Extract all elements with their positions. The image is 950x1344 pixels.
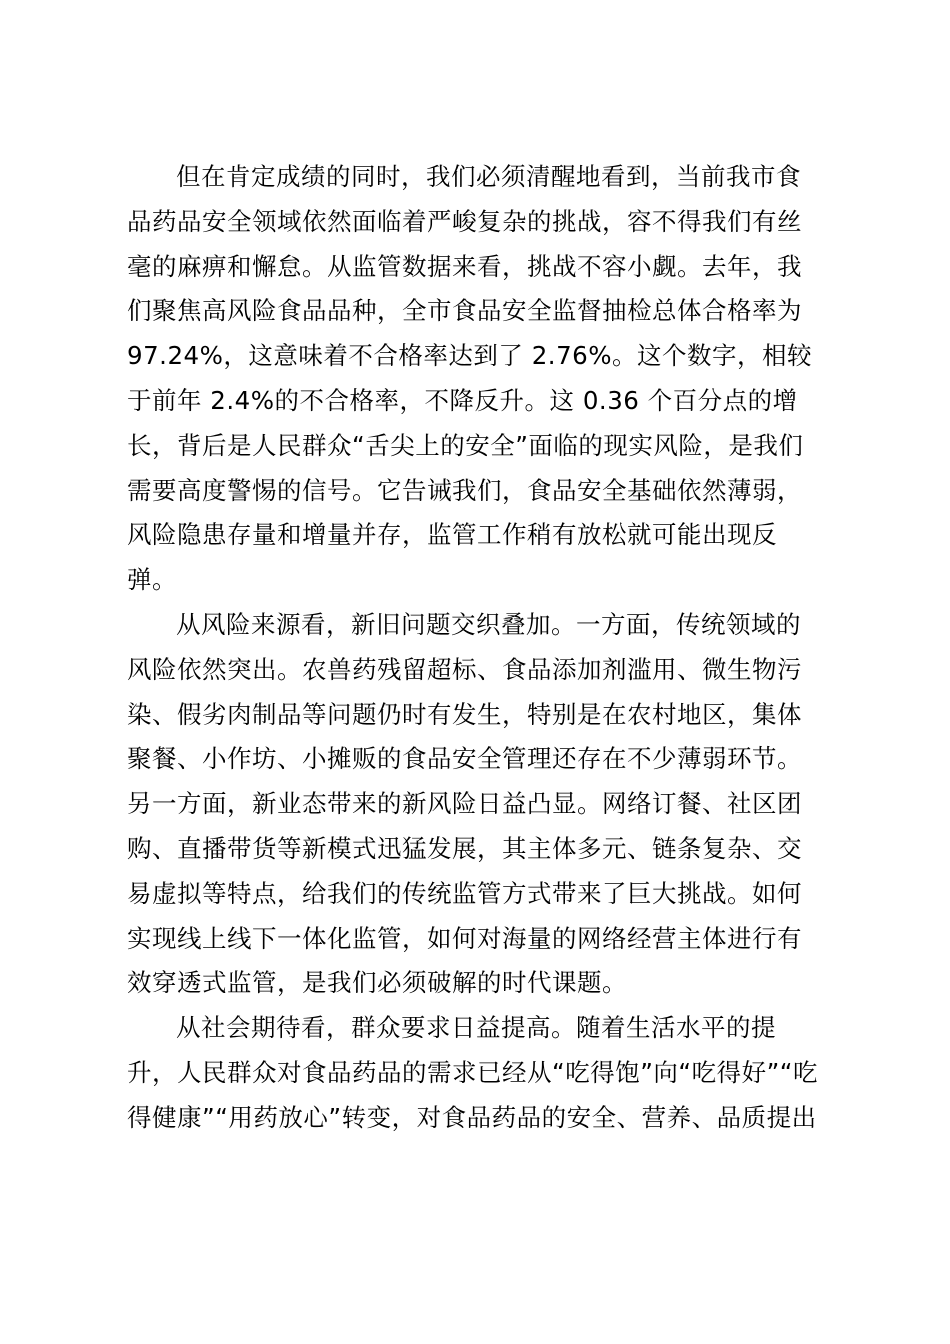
text-line: 97.24%，这意味着不合格率达到了 2.76%。这个数字，相较	[127, 341, 813, 371]
paragraph-2	[127, 603, 833, 1006]
text-line: 从社会期待看，群众要求日益提高。随着生活水平的提	[176, 1013, 776, 1043]
paragraph-1	[127, 155, 833, 603]
paragraph-3	[127, 1006, 833, 1140]
text-line: 染、假劣肉制品等问题仍时有发生，特别是在农村地区，集体	[127, 699, 802, 729]
text-line: 长，背后是人民群众“舌尖上的安全”面临的现实风险，是我们	[127, 430, 804, 460]
text-line: 聚餐、小作坊、小摊贩的食品安全管理还存在不少薄弱环节。	[127, 744, 802, 774]
text-line: 毫的麻痹和懈怠。从监管数据来看，挑战不容小觑。去年，我	[127, 251, 802, 281]
text-line: 品药品安全领域依然面临着严峻复杂的挑战，容不得我们有丝	[127, 206, 802, 236]
text-line: 们聚焦高风险食品品种，全市食品安全监督抽检总体合格率为	[127, 296, 802, 326]
text-line: 得健康”“用药放心”转变，对食品药品的安全、营养、品质提出	[127, 1102, 817, 1132]
text-line: 需要高度警惕的信号。它告诫我们，食品安全基础依然薄弱，	[127, 475, 802, 505]
text-line: 但在肯定成绩的同时，我们必须清醒地看到，当前我市食	[176, 162, 801, 191]
text-line: 风险隐患存量和增量并存，监管工作稍有放松就可能出现反	[127, 520, 777, 550]
text-line: 弹。	[127, 565, 177, 595]
text-line: 另一方面，新业态带来的新风险日益凸显。网络订餐、社区团	[127, 789, 802, 819]
text-line: 于前年 2.4%的不合格率，不降反升。这 0.36 个百分点的增	[127, 385, 798, 415]
text-line: 升，人民群众对食品药品的需求已经从“吃得饱”向“吃得好”“吃	[127, 1057, 818, 1087]
text-line: 购、直播带货等新模式迅猛发展，其主体多元、链条复杂、交	[127, 833, 802, 863]
text-line: 从风险来源看，新旧问题交织叠加。一方面，传统领域的	[176, 609, 801, 639]
text-line: 实现线上线下一体化监管，如何对海量的网络经营主体进行有	[127, 923, 802, 953]
document-body	[127, 155, 833, 1141]
text-line: 易虚拟等特点，给我们的传统监管方式带来了巨大挑战。如何	[127, 878, 802, 908]
text-line: 风险依然突出。农兽药残留超标、食品添加剂滥用、微生物污	[127, 654, 802, 684]
text-line: 效穿透式监管，是我们必须破解的时代课题。	[127, 968, 627, 998]
